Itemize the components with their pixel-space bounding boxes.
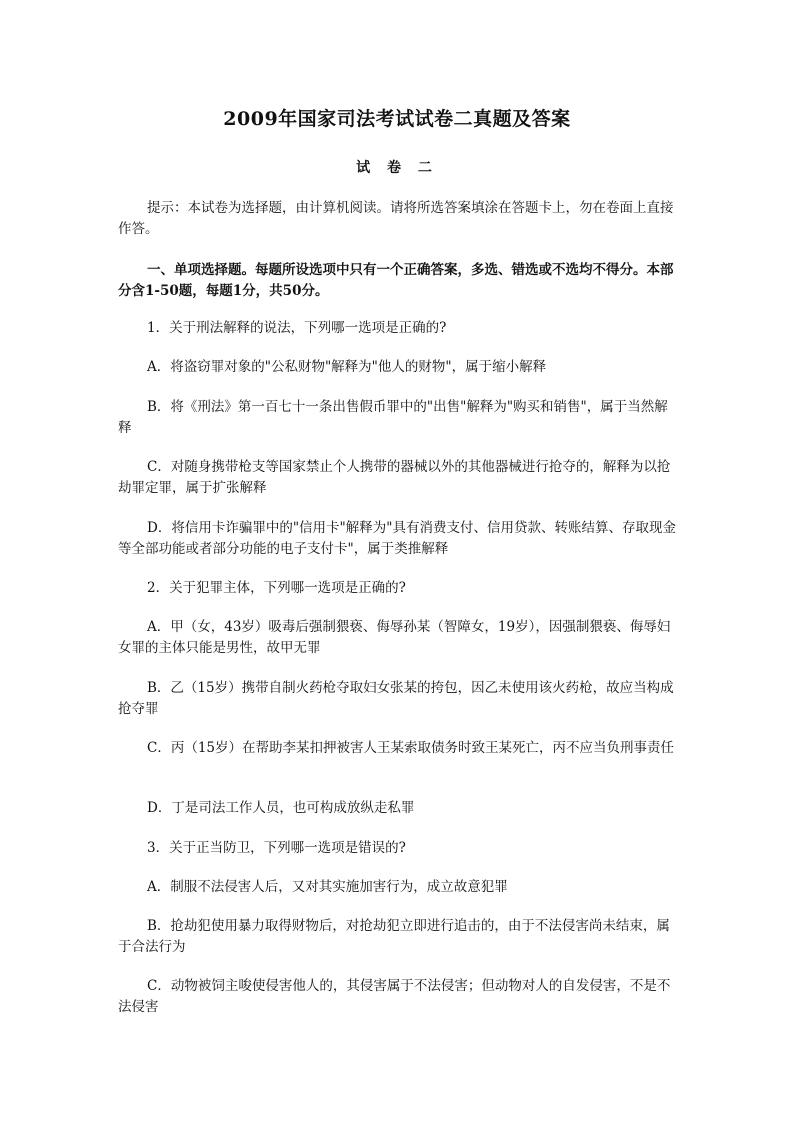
document-title: 2009年国家司法考试试卷二真题及答案 [223,108,571,130]
question-1-option-b: B．将《刑法》第一百七十一条出售假币罪中的"出售"解释为"购买和销售"，属于当然解释 [118,399,668,436]
exam-notice: 提示：本试卷为选择题，由计算机阅读。请将所选答案填涂在答题卡上，勿在卷面上直接作答。 [118,200,674,237]
question-3-option-b: B．抢劫犯使用暴力取得财物后，对抢劫犯立即进行追击的，由于不法侵害尚未结束，属于合法行为 [118,918,670,955]
question-1-option-d: D．将信用卡诈骗罪中的"信用卡"解释为"具有消费支付、信用贷款、转账结算、存取现金等全部功能或者部分功能的电子支付卡"，属于类推解释 [118,520,676,557]
question-2-option-c: C．丙（15岁）在帮助李某扣押被害人王某索取债务时致王某死亡，丙不应当负刑事责任 [147,740,675,756]
question-2-option-a: A．甲（女，43岁）吸毒后强制猥亵、侮辱孙某（智障女，19岁），因强制猥亵、侮辱妇女罪的主体只能是男性，故甲无罪 [118,619,671,656]
document-subtitle: 试 卷 二 [356,160,438,176]
question-1-option-c: C．对随身携带枪支等国家禁止个人携带的器械以外的其他器械进行抢夺的，解释为以抢劫罪定罪，属于扩张解释 [118,459,671,496]
question-1-option-a: A．将盗窃罪对象的"公私财物"解释为"他人的财物"，属于缩小解释 [147,359,547,375]
question-2-option-b: B．乙（15岁）携带自制火药枪夺取妇女张某的挎包，因乙未使用该火药枪，故应当构成抢夺罪 [118,680,674,717]
question-3-stem: 3．关于正当防卫，下列哪一选项是错误的? [147,840,406,856]
question-3-option-a: A．制服不法侵害人后，又对其实施加害行为，成立故意犯罪 [147,879,508,895]
question-3-option-c: C．动物被饲主唆使侵害他人的，其侵害属于不法侵害；但动物对人的自发侵害，不是不法侵害 [118,978,671,1015]
question-2-option-d: D．丁是司法工作人员，也可构成放纵走私罪 [147,800,415,816]
question-2-stem: 2．关于犯罪主体，下列哪一选项是正确的? [147,580,406,596]
section-heading: 一、单项选择题。每题所设选项中只有一个正确答案，多选、错选或不选均不得分。本部分含1-50题，每题1分，共50分。 [118,262,674,299]
question-1-stem: 1．关于刑法解释的说法，下列哪一选项是正确的? [147,320,447,336]
